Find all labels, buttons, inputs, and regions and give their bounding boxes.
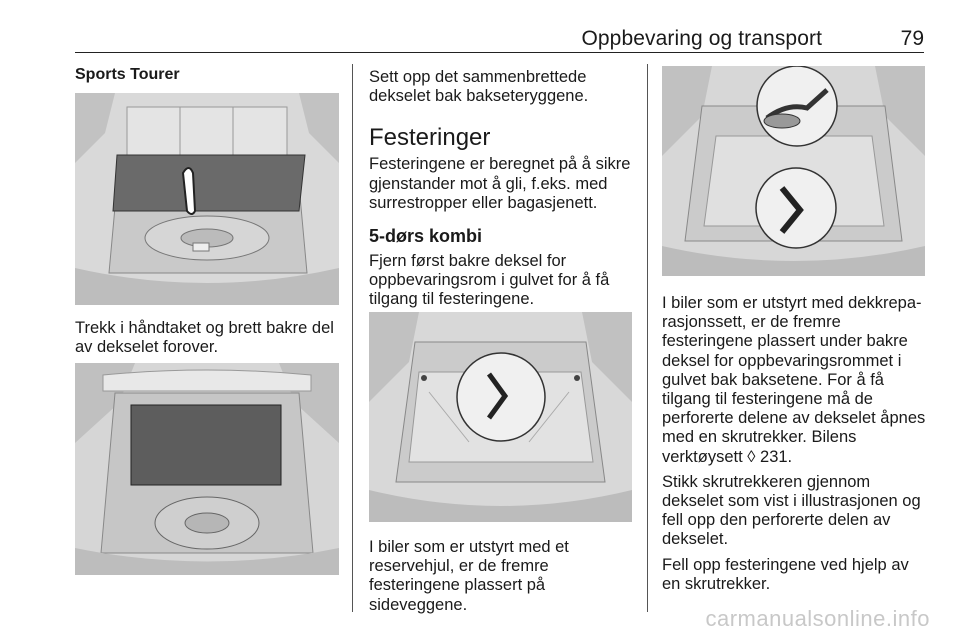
column-divider-1 bbox=[352, 64, 353, 612]
page-title: Oppbevaring og transport bbox=[581, 27, 822, 50]
repair-kit-text-body: I biler som er utstyrt med dekkreparasjonssett, er de fremre festeringene plassert under bakre deksel for oppbevaringsrommet i gulvet bak baksetene. For å få tilgang til festeringene må de perforerte delene av dekselet åpnes med en skrutrekker. Bilens verktøysett bbox=[662, 294, 926, 466]
page-reference-icon: ◊ bbox=[747, 447, 756, 466]
page-number: 79 bbox=[900, 27, 924, 50]
section-title-festeringer: Festeringer bbox=[369, 124, 491, 152]
column-1-text bbox=[75, 319, 340, 357]
figure-repair-kit-floor bbox=[662, 66, 925, 276]
spare-wheel-text: I biler som er utstyrt med et reservehjul, er de fremre festeringene plassert på sideveggene. bbox=[369, 538, 569, 614]
figure-5-door-floor-rings bbox=[369, 312, 632, 522]
watermark: carmanualsonline.info bbox=[705, 606, 930, 631]
section-text-festeringer: Festeringene er beregnet på å sikre gjenstander mot å gli, f.eks. med surrestropper eller bagasjenett. bbox=[369, 155, 631, 212]
repair-kit-text bbox=[662, 294, 928, 467]
screwdriver-instruction: Stikk skrutrekkeren gjennom dekselet som vist i illustrasjonen og fell opp den perforerte delen av dekselet. bbox=[662, 472, 921, 549]
column-2 bbox=[369, 68, 633, 310]
intro-text: Sett opp det sammenbrettede dekselet bak bakseteryggene. bbox=[369, 68, 589, 106]
column-2-bottom bbox=[369, 538, 633, 615]
subsection-title-5-door: 5-dørs kombi bbox=[369, 226, 483, 247]
column-1 bbox=[75, 66, 340, 84]
page-reference-number[interactable]: 231. bbox=[760, 447, 793, 466]
fold-up-rings-instruction: Fell opp festeringene ved hjelp av en skrutrekker. bbox=[662, 555, 909, 593]
subsection-text-5-door: Fjern først bakre deksel for oppbevaringsrom i gulvet for å få tilgang til festeringene. bbox=[369, 252, 610, 309]
figure-sports-tourer-cover bbox=[75, 93, 339, 305]
figure-sports-tourer-folded bbox=[75, 363, 339, 575]
sports-tourer-instruction: Trekk i håndtaket og brett bakre del av dekselet forover. bbox=[75, 319, 334, 357]
header-rule bbox=[75, 52, 924, 53]
column-3 bbox=[662, 294, 928, 594]
column-divider-2 bbox=[647, 64, 648, 612]
sports-tourer-heading: Sports Tourer bbox=[75, 66, 180, 83]
